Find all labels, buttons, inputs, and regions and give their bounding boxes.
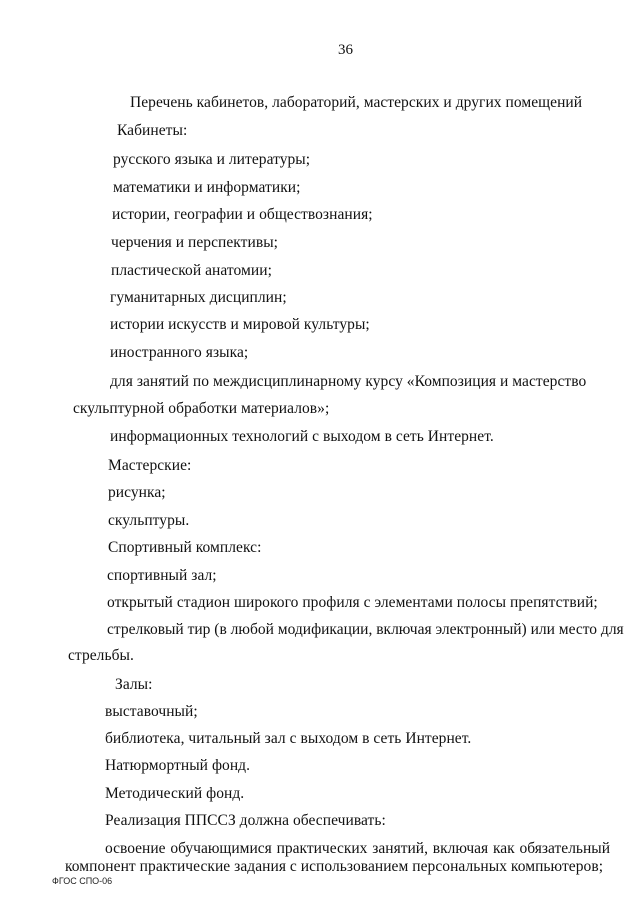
list-item: информационных технологий с выходом в сеть Интернет. [110, 428, 494, 445]
sports-label: Спортивный комплекс: [108, 539, 262, 556]
list-item: выставочный; [105, 703, 198, 720]
list-item: истории, географии и обществознания; [112, 206, 373, 223]
list-item: иностранного языка; [110, 344, 249, 361]
list-item: для занятий по междисциплинарному курсу «Композиция и мастерство [110, 373, 587, 390]
cabinets-label: Кабинеты: [117, 122, 188, 139]
list-item: стрелковый тир (в любой модификации, включая электронный) или место для [107, 621, 624, 638]
list-item-continuation: скульптурной обработки материалов»; [73, 400, 330, 417]
footer-label: ФГОС СПО-06 [52, 876, 113, 886]
workshops-label: Мастерские: [108, 457, 192, 474]
fund-item: Методический фонд. [105, 785, 245, 802]
list-item: русского языка и литературы; [113, 151, 311, 168]
list-item: библиотека, читальный зал с выходом в сеть Интернет. [105, 730, 472, 747]
list-item: истории искусств и мировой культуры; [110, 316, 370, 333]
page-number: 36 [338, 42, 353, 58]
list-item: черчения и перспективы; [111, 234, 279, 251]
list-item: математики и информатики; [113, 179, 301, 196]
implementation-line: компонент практические задания с использованием персональных компьютеров; [65, 858, 604, 875]
list-item: открытый стадион широкого профиля с элементами полосы препятствий; [107, 594, 598, 611]
list-item: рисунка; [108, 484, 166, 501]
list-item: спортивный зал; [107, 567, 217, 584]
page-heading: Перечень кабинетов, лабораторий, мастерских и других помещений [130, 94, 583, 111]
fund-item: Натюрмортный фонд. [105, 757, 251, 774]
implementation-line: освоение обучающимися практических занятий, включая как обязательный [105, 840, 610, 857]
halls-label: Залы: [115, 676, 153, 693]
list-item: скульптуры. [108, 512, 190, 529]
implementation-intro: Реализация ППССЗ должна обеспечивать: [105, 812, 386, 829]
list-item: пластической анатомии; [111, 262, 272, 279]
list-item-continuation: стрельбы. [68, 647, 134, 664]
list-item: гуманитарных дисциплин; [110, 289, 287, 306]
